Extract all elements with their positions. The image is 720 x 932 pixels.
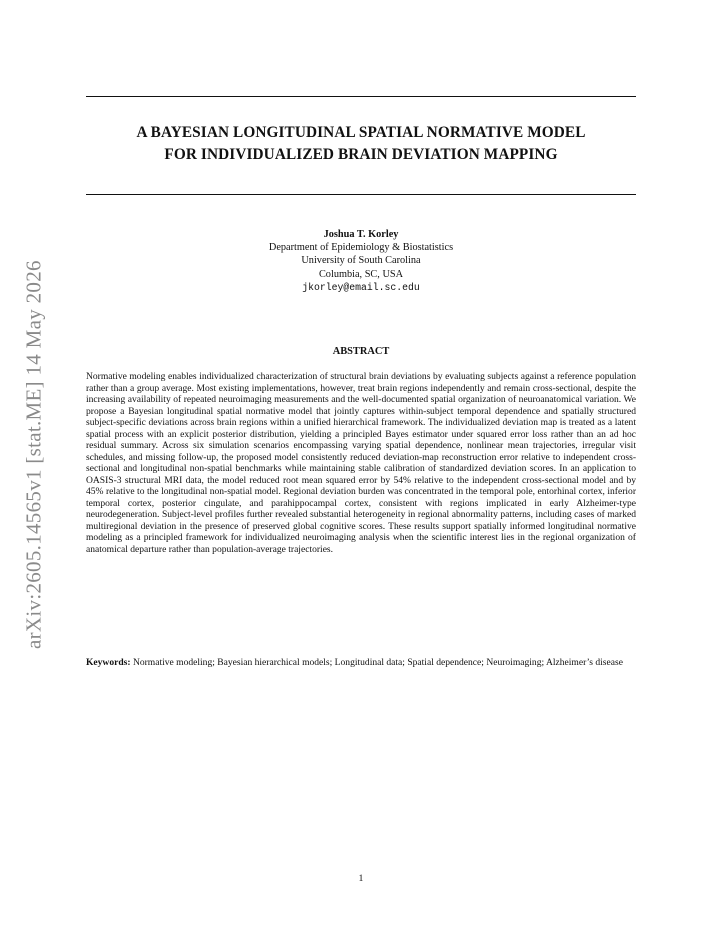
arxiv-identifier: arXiv:2605.14565v1 [stat.ME] 14 May 2026 bbox=[21, 260, 46, 650]
author-block bbox=[86, 228, 636, 294]
author-location: Columbia, SC, USA bbox=[318, 268, 404, 280]
paper-title-line-1: A BAYESIAN LONGITUDINAL SPATIAL NORMATIVE MODEL bbox=[136, 124, 586, 141]
author-department: Department of Epidemiology & Biostatistics bbox=[268, 242, 454, 254]
page-number: 1 bbox=[358, 873, 364, 884]
keywords-section bbox=[86, 657, 636, 669]
title-bottom-rule bbox=[86, 194, 636, 195]
paper-title-line-2: FOR INDIVIDUALIZED BRAIN DEVIATION MAPPING bbox=[164, 146, 558, 163]
author-name: Joshua T. Korley bbox=[323, 229, 399, 240]
abstract-text: Normative modeling enables individualized characterization of structural brain deviations by evaluating subjects against a reference population rather than a group average. Most existing implementations, however, treat brain regions independently and remain cross-sectional, despite the increasing availability of repeated neuroimaging measurements and the well-documented spatial organization of neuroanatomical variation. We propose a Bayesian longitudinal spatial normative model that jointly captures within-subject temporal dependence and spatially structured subject-specific deviations across brain regions within a unified hierarchical framework. The individualized deviation map is treated as a latent spatial process with an explicit posterior distribution, yielding a principled Bayes estimator under squared error loss rather than an ad hoc residual summary. Across six simulation scenarios encompassing varying spatial dependence, nonlinear mean trajectories, irregular visit schedules, and missing follow-up, the proposed model consistently reduced deviation-map reconstruction error relative to independent cross-sectional and longitudinal non-spatial benchmarks while maintaining stable calibration of standardized deviation scores. In an application to OASIS-3 structural MRI data, the model reduced root mean squared error by 54% relative to the independent cross-sectional model and by 45% relative to the longitudinal non-spatial model. Regional deviation burden was concentrated in the temporal pole, entorhinal cortex, inferior temporal cortex, posterior cingulate, and parahippocampal cortex, consistent with regions implicated in early Alzheimer-type neurodegeneration. Subject-level profiles further revealed substantial heterogeneity in regional abnormality patterns, including cases of marked multiregional deviation in the presence of preserved global cognitive scores. These results support spatially informed longitudinal normative modeling as a principled framework for individualized neuroimaging analysis when the scientific interest lies in the regional organization of anatomical departure rather than population-average trajectories. bbox=[86, 371, 636, 555]
keywords-label: Keywords: bbox=[86, 657, 131, 668]
paper-title bbox=[86, 122, 636, 166]
author-university: University of South Carolina bbox=[301, 255, 421, 267]
abstract-heading: ABSTRACT bbox=[332, 346, 390, 357]
title-top-rule bbox=[86, 96, 636, 97]
keywords-list: Normative modeling; Bayesian hierarchical models; Longitudinal data; Spatial dependence; Neuroimaging; Alzheimer’s disease bbox=[132, 657, 623, 668]
author-email: jkorley@email.sc.edu bbox=[302, 281, 420, 293]
